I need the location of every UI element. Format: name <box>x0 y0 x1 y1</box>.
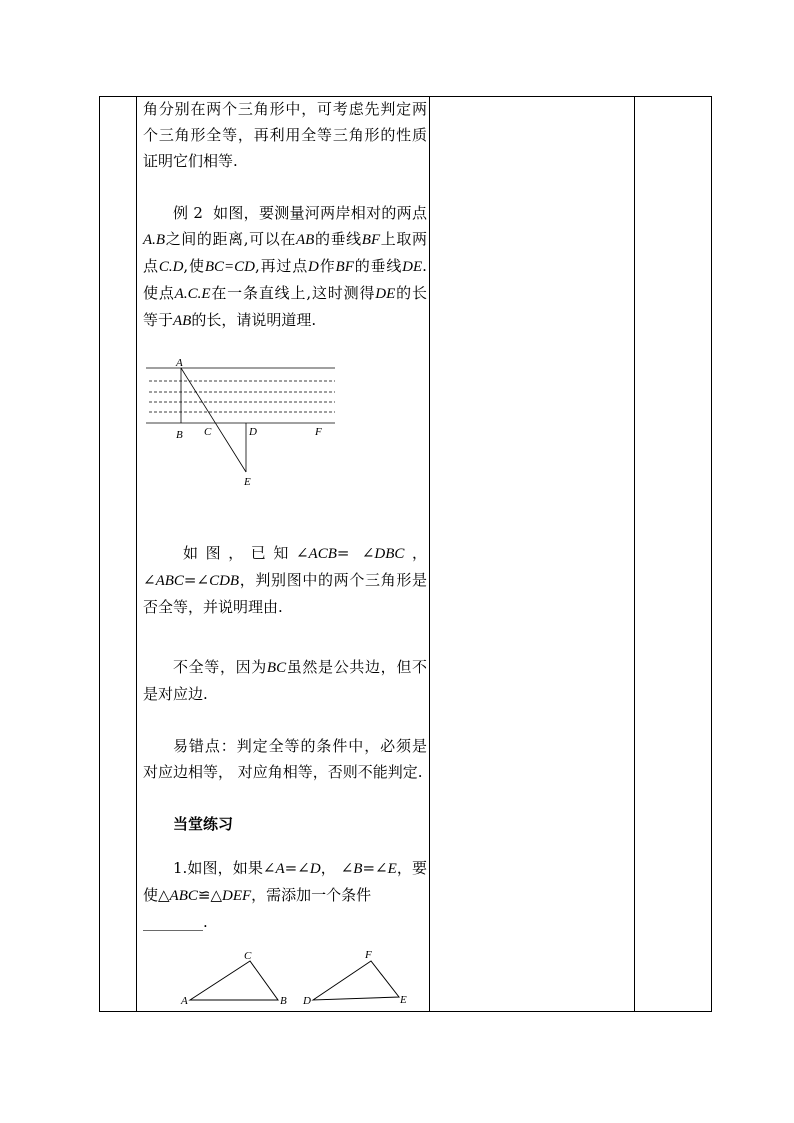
text: =∠ <box>183 571 210 589</box>
point-label-C: C <box>204 426 212 438</box>
math: A.B <box>143 232 166 248</box>
text: 之间的距离,可以在 <box>165 230 296 248</box>
table-col-border <box>136 96 137 1012</box>
text: =∠ <box>284 859 310 877</box>
text: 上取两点 <box>143 230 427 275</box>
math: E <box>387 861 397 877</box>
table-col-border <box>429 96 430 1012</box>
point-label-F: F <box>315 426 322 438</box>
table-col-border <box>711 96 712 1012</box>
triangles-figure <box>143 949 427 1019</box>
text: 的垂线 <box>353 257 403 275</box>
triangle2-label-D: D <box>303 995 311 1007</box>
triangle1-label-C: C <box>244 950 252 962</box>
math: DE <box>402 259 423 275</box>
text: ,再过点 <box>254 257 309 275</box>
math: DBC <box>374 546 405 562</box>
text: 不全等，因为 <box>173 658 267 676</box>
table-col-border <box>99 96 100 1012</box>
text: 虽然是公共边，但不是对应边. <box>143 658 427 703</box>
math: CDB <box>209 573 240 589</box>
text: ≌△ <box>197 886 222 904</box>
text: 的垂线 <box>314 230 362 248</box>
math: AB <box>296 232 315 248</box>
math: DEF <box>222 888 252 904</box>
triangle2-label-E: E <box>400 994 407 1006</box>
point-label-E: E <box>244 476 251 488</box>
table-col-border <box>634 96 635 1012</box>
math: BF <box>361 232 381 248</box>
triangle1-label-A: A <box>181 995 188 1007</box>
practice-question-1 <box>143 855 427 935</box>
math: ABC <box>155 573 184 589</box>
example-label: 例 2 <box>173 204 203 222</box>
text: 如图，已知∠ <box>183 544 309 562</box>
text: ,使 <box>183 257 205 275</box>
text: 的长，请说明道理. <box>191 311 317 329</box>
question-2 <box>143 540 427 620</box>
text: 如图，要测量河两岸相对的两点 <box>213 204 427 222</box>
text: ，判别图中的两个三角形是否全等，并说明理由. <box>143 571 427 616</box>
math: DE <box>375 286 396 302</box>
math: ACB <box>308 546 337 562</box>
text: ，要使△ <box>143 859 427 904</box>
math: BC <box>266 660 287 676</box>
point-label-B: B <box>176 429 183 441</box>
practice-title: 当堂练习 <box>173 815 234 833</box>
math: AB <box>173 313 192 329</box>
text: ，需添加一个条件 <box>251 886 372 904</box>
point-label-D: D <box>249 426 257 438</box>
math: D <box>309 861 321 877</box>
math: A <box>275 861 285 877</box>
text: ， ∠ <box>320 859 354 877</box>
lesson-content <box>143 96 427 1019</box>
example-2 <box>143 200 427 334</box>
math: ABC <box>169 888 198 904</box>
river-figure <box>143 354 427 494</box>
paragraph-intro: 角分别在两个三角形中，可考虑先判定两个三角形全等，再利用全等三角形的性质证明它们相等. <box>143 100 427 170</box>
text: 1.如图，如果∠ <box>173 859 276 877</box>
point-label-A: A <box>176 357 183 369</box>
text: ，∠ <box>143 544 427 589</box>
text: . <box>203 913 208 931</box>
answer-blank: ________ <box>143 913 203 931</box>
text: = ∠ <box>336 544 375 562</box>
text: 作 <box>318 257 336 275</box>
answer-2 <box>143 654 427 707</box>
math: C.D <box>158 259 184 275</box>
math: A.C.E <box>174 286 211 302</box>
math: BF <box>335 259 354 275</box>
text: 的长等于 <box>143 284 427 329</box>
mistake-note: 易错点：判定全等的条件中，必须是对应边相等， 对应角相等，否则不能判定. <box>143 737 427 781</box>
text: 在一条直线上,这时测得 <box>210 284 376 302</box>
triangle2-label-F: F <box>365 949 372 961</box>
math: BC=CD <box>204 259 255 275</box>
text: =∠ <box>362 859 388 877</box>
math: B <box>353 861 363 877</box>
math: D <box>308 259 319 275</box>
text: .使点 <box>143 257 427 302</box>
triangle1-label-B: B <box>280 995 287 1007</box>
